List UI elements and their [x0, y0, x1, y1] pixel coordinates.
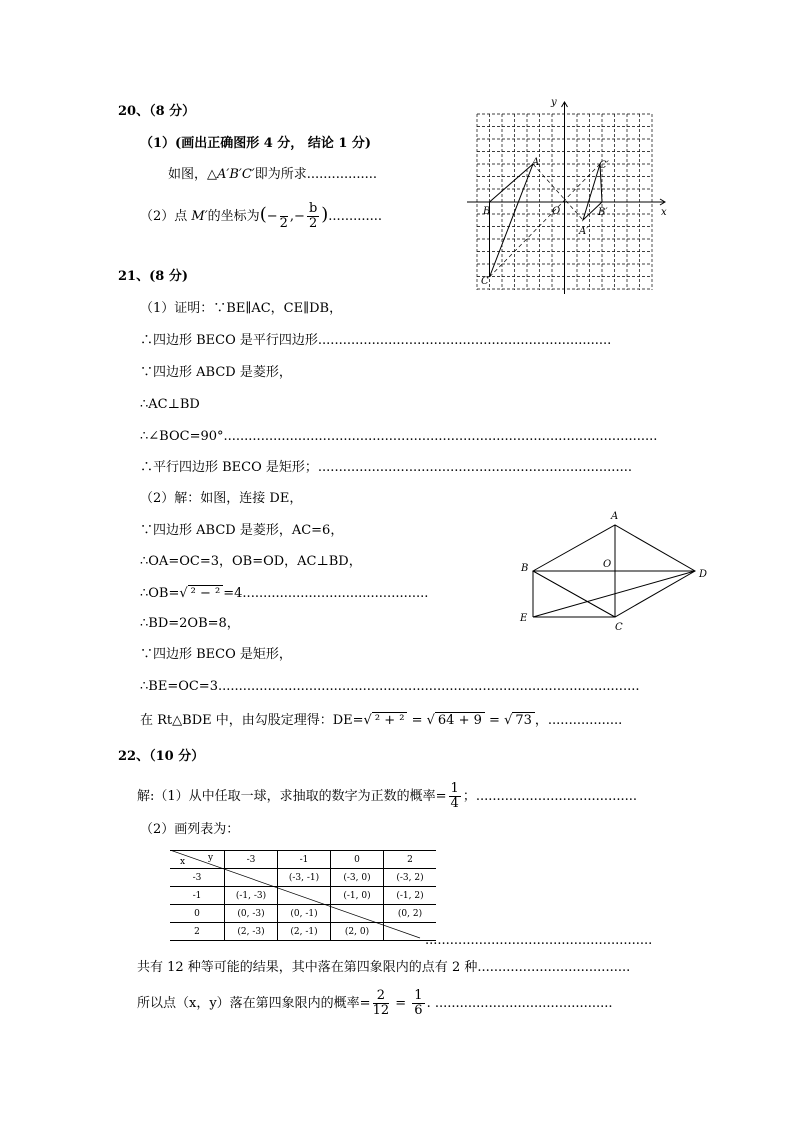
q20-frac1: 2 — [280, 202, 288, 231]
q21-line-1: ∴四边形 BECO 是平行四边形....................................................................... — [140, 333, 612, 348]
q22-l4-eq: = — [391, 996, 411, 1011]
q22-l1-pre: 解:（1）从中任取一球，求抽取的数字为正数的概率= — [137, 789, 447, 804]
q21-label-a: A — [611, 511, 619, 522]
q20-label-c1: C′ — [599, 160, 609, 171]
table-cell: (-1, 0) — [331, 887, 384, 905]
q20-label-b: B — [483, 206, 491, 217]
q20-text-b: 即为所求................. — [254, 167, 378, 182]
q22-l4-pre: 所以点（x，y）落在第四象限内的概率= — [137, 996, 371, 1011]
q21-line-2: ∵四边形 ABCD 是菱形， — [140, 365, 292, 380]
row-label: -3 — [170, 869, 225, 887]
q21-rhombus-figure — [515, 505, 715, 635]
table-cell: (0, 2) — [384, 905, 437, 923]
q21-de-eq2: = — [484, 713, 505, 728]
q20-text-a: 如图， — [168, 167, 208, 182]
q20-label-y: y — [551, 97, 557, 108]
q21-line-10: ∵四边形 BECO 是矩形， — [140, 647, 292, 662]
q21-line-5: ∴平行四边形 BECO 是矩形；............................................................................ — [140, 460, 632, 475]
q21-line-3: ∴AC⊥BD — [140, 397, 200, 412]
q22-l4-post: . ........................................... — [426, 996, 613, 1011]
q22-title: 22、（10 分） — [118, 749, 205, 764]
q22-part2: （2）画列表为： — [140, 822, 240, 837]
q20-label-a: A — [532, 157, 540, 168]
q21-ob-root: ² − ² — [188, 585, 224, 601]
q21-de-line: 在 Rt△BDE 中，由勾股定理得：DE=√ ² + ² = √ 64 + 9 = √ 73 ，.................. — [140, 713, 623, 728]
header-cell: 2 — [384, 851, 437, 869]
q21-ob-post: =4............................................. — [223, 586, 429, 601]
q20-frac2: $\frac{b}{2}$ — [308, 201, 318, 231]
q21-label-e: E — [520, 613, 528, 624]
table-cell: (-3, -1) — [278, 869, 331, 887]
q21-de-eq: = — [407, 713, 427, 728]
q21-label-o: O — [603, 559, 612, 570]
q20-coordinate-graph — [465, 92, 675, 297]
q20-label-x: x — [661, 207, 667, 218]
corner-y: y — [208, 853, 214, 863]
header-cell: 0 — [331, 851, 384, 869]
q20-part1-answer — [168, 166, 377, 184]
header-cell: -1 — [278, 851, 331, 869]
q21-line-0: （1）证明：∵BE∥AC，CE∥DB， — [140, 301, 343, 316]
q21-line-6: （2）解：如图，连接 DE， — [140, 491, 303, 506]
q20-label-b1: B′ — [598, 207, 608, 218]
corner-x: x — [180, 857, 186, 867]
q21-line-7: ∵四边形 ABCD 是菱形，AC=6， — [140, 523, 344, 538]
q20-label-a1: A′ — [579, 226, 589, 237]
q21-line-9: ∴BD=2OB=8， — [140, 616, 240, 631]
q21-label-d: D — [699, 569, 708, 580]
table-cell: (2, -3) — [225, 923, 278, 941]
q21-de-post: ，.................. — [534, 713, 623, 728]
table-cell: (2, 0) — [331, 923, 384, 941]
q20-point-m: M′ — [191, 209, 208, 224]
q22-table-dots: ....................................................... — [425, 933, 653, 948]
table-cell: (2, -1) — [278, 923, 331, 941]
row-label: -1 — [170, 887, 225, 905]
q21-de-pre: 在 Rt△BDE 中，由勾股定理得：DE= — [140, 713, 364, 728]
q21-title: 21、(8 分) — [118, 269, 188, 284]
table-cell: (-3, 2) — [384, 869, 437, 887]
q21-label-b: B — [521, 563, 529, 574]
q21-label-c: C — [615, 622, 623, 633]
q22-frac-1-4: $\frac{1}{4}$ — [450, 781, 459, 811]
q21-line-11: ∴BE=OC=3...................................................................................................... — [140, 679, 640, 694]
table-cell: (-1, -3) — [225, 887, 278, 905]
q20-part2: （2）点 M′的坐标为(− 2 ,− $\frac{b}{2}$ )............. — [140, 201, 383, 231]
q20-part1-score: （1）(画出正确图形 4 分， 结论 1 分) — [140, 136, 372, 151]
row-label: 2 — [170, 923, 225, 941]
q22-part4 — [137, 986, 613, 1022]
q21-line-4: ∴∠BOC=90°......................................................................................................... — [140, 429, 658, 444]
q21-line-8: ∴OA=OC=3，OB=OD，AC⊥BD， — [140, 554, 362, 569]
q22-part3: 共有 12 种等可能的结果，其中落在第四象限内的点有 2 种..................................... — [137, 960, 631, 975]
header-cell: -3 — [225, 851, 278, 869]
q20-label-o: O — [552, 206, 561, 217]
q21-ob-line: ∴OB=√ ² − ² =4............................................. — [140, 586, 429, 601]
q22-part1 — [137, 780, 637, 814]
q21-ob-pre: ∴OB= — [140, 586, 180, 601]
q20-p2-mid: 的坐标为 — [207, 209, 260, 224]
table-cell: (0, -3) — [225, 905, 278, 923]
table-cell: (0, -1) — [278, 905, 331, 923]
q20-p2-dots: ............. — [328, 209, 383, 224]
q20-title: 20、（8 分） — [118, 104, 196, 119]
q21-de-root3: 73 — [512, 712, 535, 728]
q21-de-root2: 64 + 9 — [435, 712, 485, 728]
q20-triangle: △A′B′C′ — [207, 167, 255, 182]
table-diagonal-line — [170, 850, 422, 940]
q22-frac-1-6: $\frac{1}{6}$ — [414, 988, 423, 1018]
table-cell: (-1, 2) — [384, 887, 437, 905]
table-cell: (-3, 0) — [331, 869, 384, 887]
q22-frac-2-12: $\frac{2}{12}$ — [372, 988, 390, 1018]
q21-de-root1: ² + ² — [372, 712, 408, 728]
q22-l1-post: ；....................................... — [462, 789, 637, 804]
q20-p2-pre: （2）点 — [140, 209, 192, 224]
q20-label-c: C — [481, 276, 489, 287]
row-label: 0 — [170, 905, 225, 923]
